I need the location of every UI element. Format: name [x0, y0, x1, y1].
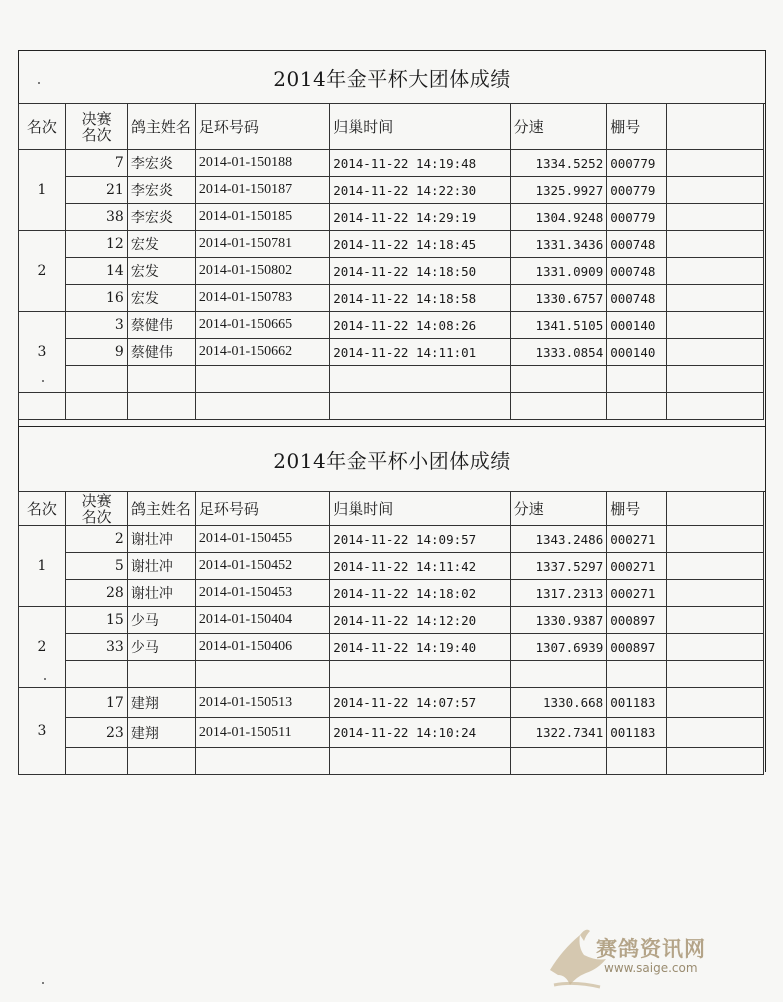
empty-cell [195, 366, 329, 393]
final-rank-cell: 38 [66, 204, 128, 231]
small-team-section [18, 426, 766, 772]
table-row [18, 231, 763, 258]
empty-cell [66, 748, 128, 775]
time-cell: 2014-11-22 14:11:01 [330, 339, 510, 366]
speed-cell: 1304.9248 [510, 204, 607, 231]
table-row [18, 204, 763, 231]
empty-cell [127, 366, 195, 393]
header-time: 归巢时间 [330, 492, 510, 526]
empty-cell [667, 177, 763, 204]
loft-cell: 000271 [607, 580, 667, 607]
owner-cell: 宏发 [127, 231, 195, 258]
empty-cell [667, 339, 763, 366]
ring-cell: 2014-01-150188 [195, 150, 329, 177]
watermark-text: 赛鸽资讯网 [596, 937, 706, 961]
speed-cell: 1330.6757 [510, 285, 607, 312]
final-rank-cell: 12 [66, 231, 128, 258]
final-rank-cell: 17 [66, 688, 128, 718]
empty-cell [667, 580, 763, 607]
final-rank-cell: 9 [66, 339, 128, 366]
loft-cell: 000779 [607, 204, 667, 231]
ring-cell: 2014-01-150455 [195, 526, 329, 553]
speed-cell: 1317.2313 [510, 580, 607, 607]
empty-cell [66, 661, 128, 688]
loft-cell: 000897 [607, 634, 667, 661]
ring-cell: 2014-01-150404 [195, 607, 329, 634]
final-rank-cell: 3 [66, 312, 128, 339]
empty-cell [607, 393, 667, 420]
final-rank-cell: 28 [66, 580, 128, 607]
speed-cell: 1330.668 [510, 688, 607, 718]
time-cell: 2014-11-22 14:18:02 [330, 580, 510, 607]
empty-cell [330, 366, 510, 393]
time-cell: 2014-11-22 14:09:57 [330, 526, 510, 553]
empty-cell [667, 688, 763, 718]
empty-cell [667, 312, 763, 339]
owner-cell: 谢壮冲 [127, 580, 195, 607]
ring-cell: 2014-01-150802 [195, 258, 329, 285]
table-row [18, 258, 763, 285]
loft-cell: 000140 [607, 312, 667, 339]
header-loft: 棚号 [607, 492, 667, 526]
header-empty [667, 104, 763, 150]
group-rank-cell: 3 [18, 688, 66, 775]
empty-cell [607, 366, 667, 393]
speed-cell: 1331.3436 [510, 231, 607, 258]
empty-cell [667, 150, 763, 177]
table-row [18, 580, 763, 607]
table-row [18, 688, 763, 718]
scan-speck [38, 82, 40, 84]
ring-cell: 2014-01-150187 [195, 177, 329, 204]
time-cell: 2014-11-22 14:07:57 [330, 688, 510, 718]
time-cell: 2014-11-22 14:22:30 [330, 177, 510, 204]
header-speed: 分速 [510, 492, 607, 526]
owner-cell: 少马 [127, 607, 195, 634]
loft-cell: 000779 [607, 177, 667, 204]
time-cell: 2014-11-22 14:19:48 [330, 150, 510, 177]
empty-cell [667, 553, 763, 580]
loft-cell: 000897 [607, 607, 667, 634]
time-cell: 2014-11-22 14:18:45 [330, 231, 510, 258]
owner-cell: 宏发 [127, 285, 195, 312]
loft-cell: 000140 [607, 339, 667, 366]
big-team-section [18, 50, 766, 426]
small-team-title: 2014年金平杯小团体成绩 [19, 427, 765, 492]
owner-cell: 宏发 [127, 258, 195, 285]
table-row [18, 150, 763, 177]
table-row [18, 177, 763, 204]
owner-cell: 建翔 [127, 688, 195, 718]
empty-cell [667, 634, 763, 661]
empty-cell [330, 748, 510, 775]
ring-cell: 2014-01-150406 [195, 634, 329, 661]
final-rank-cell: 16 [66, 285, 128, 312]
empty-cell [667, 607, 763, 634]
empty-cell [667, 393, 763, 420]
speed-cell: 1330.9387 [510, 607, 607, 634]
empty-cell [667, 748, 763, 775]
watermark [540, 915, 780, 995]
table-row [18, 526, 763, 553]
group-rank-cell: 1 [18, 150, 66, 231]
final-rank-cell: 5 [66, 553, 128, 580]
table-row [18, 553, 763, 580]
time-cell: 2014-11-22 14:11:42 [330, 553, 510, 580]
header-ring: 足环号码 [195, 104, 329, 150]
ring-cell: 2014-01-150662 [195, 339, 329, 366]
big-team-table [18, 103, 764, 420]
ring-cell: 2014-01-150781 [195, 231, 329, 258]
loft-cell: 000748 [607, 285, 667, 312]
header-final-rank-line1: 决赛 [81, 109, 112, 128]
empty-cell [607, 748, 667, 775]
empty-cell [127, 748, 195, 775]
table-row [18, 634, 763, 661]
empty-cell [667, 366, 763, 393]
empty-cell [667, 258, 763, 285]
owner-cell: 蔡健伟 [127, 339, 195, 366]
ring-cell: 2014-01-150452 [195, 553, 329, 580]
loft-cell: 000779 [607, 150, 667, 177]
time-cell: 2014-11-22 14:10:24 [330, 718, 510, 748]
owner-cell: 少马 [127, 634, 195, 661]
scan-speck [42, 982, 44, 984]
final-rank-cell: 33 [66, 634, 128, 661]
empty-cell [195, 393, 329, 420]
scan-speck [42, 380, 44, 382]
speed-cell: 1325.9927 [510, 177, 607, 204]
final-rank-cell: 14 [66, 258, 128, 285]
empty-cell [330, 393, 510, 420]
owner-cell: 谢壮冲 [127, 553, 195, 580]
time-cell: 2014-11-22 14:08:26 [330, 312, 510, 339]
owner-cell: 建翔 [127, 718, 195, 748]
loft-cell: 001183 [607, 688, 667, 718]
time-cell: 2014-11-22 14:12:20 [330, 607, 510, 634]
header-rank: 名次 [18, 492, 66, 526]
empty-cell [510, 366, 607, 393]
loft-cell: 000271 [607, 526, 667, 553]
group-rank-cell: 3 [18, 312, 66, 393]
speed-cell: 1341.5105 [510, 312, 607, 339]
table-row [18, 339, 763, 366]
table-row-empty [18, 393, 763, 420]
final-rank-cell: 2 [66, 526, 128, 553]
table-row [18, 718, 763, 748]
empty-cell [66, 393, 128, 420]
header-speed: 分速 [510, 104, 607, 150]
empty-cell [127, 661, 195, 688]
empty-cell [510, 748, 607, 775]
time-cell: 2014-11-22 14:18:58 [330, 285, 510, 312]
table-row-empty [18, 748, 763, 775]
loft-cell: 000748 [607, 258, 667, 285]
header-rank: 名次 [18, 104, 66, 150]
time-cell: 2014-11-22 14:19:40 [330, 634, 510, 661]
speed-cell: 1337.5297 [510, 553, 607, 580]
time-cell: 2014-11-22 14:29:19 [330, 204, 510, 231]
speed-cell: 1322.7341 [510, 718, 607, 748]
final-rank-cell: 21 [66, 177, 128, 204]
table-header-row [18, 104, 763, 150]
header-final-rank-line1: 决赛 [81, 491, 112, 510]
empty-cell [667, 285, 763, 312]
table-header-row [18, 492, 763, 526]
group-rank-cell: 2 [18, 607, 66, 688]
final-rank-cell: 23 [66, 718, 128, 748]
empty-cell [195, 661, 329, 688]
speed-cell: 1307.6939 [510, 634, 607, 661]
ring-cell: 2014-01-150783 [195, 285, 329, 312]
scan-speck [44, 678, 46, 680]
loft-cell: 000271 [607, 553, 667, 580]
big-team-title: 2014年金平杯大团体成绩 [19, 51, 765, 104]
final-rank-cell: 7 [66, 150, 128, 177]
empty-cell [667, 231, 763, 258]
loft-cell: 001183 [607, 718, 667, 748]
owner-cell: 李宏炎 [127, 204, 195, 231]
empty-cell [330, 661, 510, 688]
table-row [18, 607, 763, 634]
ring-cell: 2014-01-150185 [195, 204, 329, 231]
empty-cell [667, 204, 763, 231]
owner-cell: 李宏炎 [127, 150, 195, 177]
empty-cell [195, 748, 329, 775]
empty-cell [667, 718, 763, 748]
speed-cell: 1331.0909 [510, 258, 607, 285]
owner-cell: 李宏炎 [127, 177, 195, 204]
speed-cell: 1334.5252 [510, 150, 607, 177]
table-row-empty [18, 366, 763, 393]
header-loft: 棚号 [607, 104, 667, 150]
header-final-rank [66, 492, 128, 526]
table-row [18, 285, 763, 312]
ring-cell: 2014-01-150665 [195, 312, 329, 339]
header-time: 归巢时间 [330, 104, 510, 150]
empty-cell [667, 661, 763, 688]
header-owner: 鸽主姓名 [127, 492, 195, 526]
time-cell: 2014-11-22 14:18:50 [330, 258, 510, 285]
ring-cell: 2014-01-150513 [195, 688, 329, 718]
owner-cell: 蔡健伟 [127, 312, 195, 339]
final-rank-cell: 15 [66, 607, 128, 634]
empty-cell [510, 661, 607, 688]
small-team-table [18, 491, 764, 775]
speed-cell: 1343.2486 [510, 526, 607, 553]
ring-cell: 2014-01-150511 [195, 718, 329, 748]
header-ring: 足环号码 [195, 492, 329, 526]
empty-cell [18, 393, 66, 420]
table-row [18, 312, 763, 339]
speed-cell: 1333.0854 [510, 339, 607, 366]
empty-cell [607, 661, 667, 688]
empty-cell [510, 393, 607, 420]
header-owner: 鸽主姓名 [127, 104, 195, 150]
group-rank-cell: 1 [18, 526, 66, 607]
owner-cell: 谢壮冲 [127, 526, 195, 553]
header-final-rank-line2: 名次 [81, 125, 112, 144]
header-final-rank-line2: 名次 [81, 507, 112, 526]
empty-cell [667, 526, 763, 553]
group-rank-cell: 2 [18, 231, 66, 312]
header-empty [667, 492, 763, 526]
ring-cell: 2014-01-150453 [195, 580, 329, 607]
loft-cell: 000748 [607, 231, 667, 258]
empty-cell [127, 393, 195, 420]
header-final-rank [66, 104, 128, 150]
table-row-empty [18, 661, 763, 688]
empty-cell [66, 366, 128, 393]
watermark-url: www.saige.com [604, 961, 698, 975]
